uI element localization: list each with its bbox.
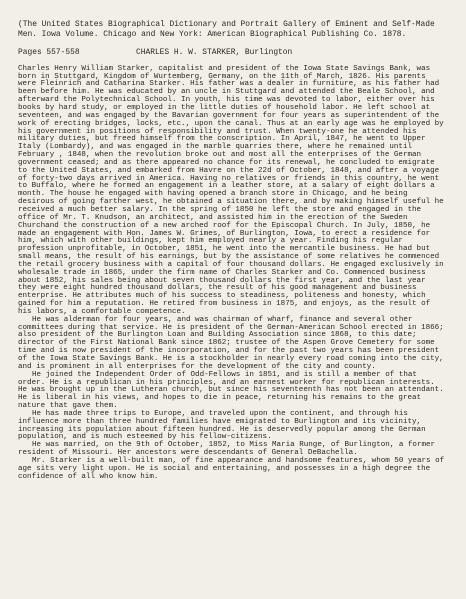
paragraph-affiliations: He joined the Independent Order of Odd-Fellows in 1851, and is still a member of that order. He is a republican in his principles, and an earnest worker for republican interests. He was brought up in the Lutheran church, but since his seventeenth has not been an attendant. He is liberal in his views, and hopes to die in peace, returning his remains to the great nature that gave them. bbox=[18, 370, 444, 411]
paragraph-travel: He has made three trips to Europe, and traveled upon the continent, and through his influence more than three hundred families have emigrated to Burlington and its vicinity, increasing its population about fifteen hundred. He is deservedly popular among the German population, and is much esteemed by his fellow-citizens. bbox=[18, 409, 426, 442]
paragraph-character: Mr. Starker is a well-built man, of fine appearance and handsome features, whom 50 years of age sits very light upon. He is social and entertaining, and possesses in a high degree the confidence of all who know him. bbox=[18, 456, 445, 481]
source-citation: (The United States Biographical Dictionary and Portrait Gallery of Eminent and Self-Made Men. Iowa Volume. Chicago and New York: American Biographical Publishing Co. 1878. bbox=[18, 20, 435, 39]
paragraph-marriage: He was married, on the 9th of October, 1852, to Miss Maria Runge, of Burlington, a former resident of Missouri. Her ancestors were descendants of General DeBachella. bbox=[18, 441, 436, 458]
entry-subject: CHARLES H. W. STARKER, Burlington bbox=[136, 48, 293, 58]
paragraph-early-life: Charles Henry William Starker, capitalist and president of the Iowa State Savings Bank, was born in Stuttgard, Kingdom of Wurtemberg, Germany, on the 11th of March, 1826. His parents were Fleinrich and Catharina Starker. His father was a dealer in furniture, as his father had been before him. He was educated by an uncle in Stuttgard and attended the Beale School, and afterward the Polytechnical School. In youth, his time was devoted to labor, either over his books by hard study, or employed in the little duties of household labor. He left school at seventeen, and was engaged by the Bavarian government for four years as superintendent of the work of erecting bridges, locks, etc., upon the canal. Thus at an early age was he employed by his government in positions of responsibility and trust. When twenty-one he attended his military duties, but freed himself from the conscription. In April, 1847, he went to Upper Italy (Lombardy), and was engaged in the marble quarries there, where he remained until February , 1848, when the revolution broke out and most all the enterprises of the German government ceased; and as there appeared no chance for its renewal, he concluded to emigrate to the United States, and embarked from Havre on the 22d of October, 1848, and after a voyage of forty-two days arrived in America. Having no relatives or friends in this country, he went to Buffalo, where he formed an engagement in a leather store, at a salary of eight dollars a month. The house he engaged with having opened a branch store in Chicago, and he being desirous of going farther west, he obtained a situation there, and by making himself useful he received a much better salary. In the spring of 1850 he left the store and engaged in the office of Mr. T. Knudson, an architect, and assisted him in the erection of the Sweden Churchand the construction of a new arched roof for the Episcopal Church. In July, 1850, he made an engagement with Hon. James W. Grimes, of Burlington, Iowa, to erect a residence for him, which with other buildings, kept him employed nearly a year. Finding his regular profession unprofitable, in October, 1851, he went into the mercantile business. He had but small means, the result of his earnings, but by the assistance of some relatives he commenced the retail grocery business with a capital of four thousand dollars. He engaged exclusively in wholesale trade in 1865, under the firm name of Charles Starker and Co. Commenced business about 1852, his sales being about seven thousand dollars the first year, and the last year they were eight hundred thousand dollars, the result of his good management and business enterprise. He attributes much of his success to steadiness, politeness and honesty, which gained for him a reputation. He retired from business in 1875, and enjoys, as the result of his labors, a comfortable competence. bbox=[18, 64, 444, 316]
paragraph-civic-service: He was alderman for four years, and was chairman of wharf, finance and several other committees during that service. He is president of the German-American School erected in 1866; also president of the Burlington Loan and Building Association since 1868, to this date; director of the First National Bank since 1862; trustee of the Aspen Grove Cemetery for some time and is now president of the incorporation, and for the past two years has been president of the Iowa State Savings Bank. He is a stockholder in nearly every road coming into the city, and is prominent in all enterprises for the development of the city and county. bbox=[18, 315, 444, 371]
biography-body bbox=[18, 66, 447, 482]
page-range: Pages 557-558 bbox=[18, 48, 80, 58]
entry-heading bbox=[18, 48, 447, 58]
